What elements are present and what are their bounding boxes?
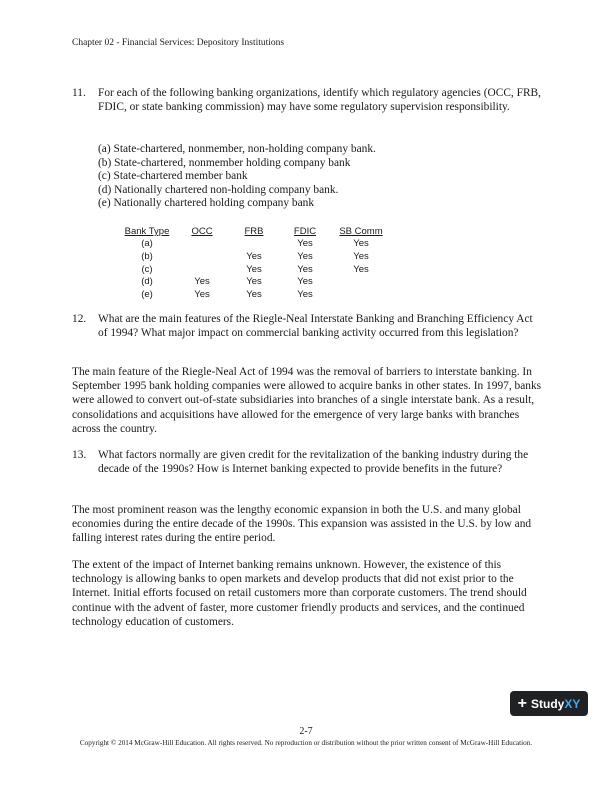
table-cell: (c) xyxy=(141,263,153,275)
table-cell: Yes xyxy=(297,276,313,288)
table-cell: Yes xyxy=(297,238,313,250)
answer-13-paragraph-2: The extent of the impact of Internet banking remains unknown. However, the existence of this technology is allowing banks to open markets and develop products that did not exist prior to the Internet. Initial efforts focused on retail customers more than corporate customers. The trend should continue with the advent of faster, more customer friendly products and services, and the continued technology education of customers. xyxy=(72,559,527,628)
table-cell: Yes xyxy=(194,276,210,288)
question-12 xyxy=(72,312,542,340)
table-cell: (e) xyxy=(141,288,153,300)
table-cell: Yes xyxy=(246,288,262,300)
logo-text-xy: XY xyxy=(564,696,581,711)
question-12-number: 12. xyxy=(72,313,87,325)
chapter-header: Chapter 02 - Financial Services: Depository Institutions xyxy=(72,38,285,48)
question-13 xyxy=(72,448,542,476)
table-row xyxy=(118,288,392,301)
table-row xyxy=(118,275,392,288)
col-header-occ: OCC xyxy=(191,225,213,237)
col-header-sb-comm: SB Comm xyxy=(339,225,383,237)
answer-13-paragraph-1: The most prominent reason was the lengthy economic expansion in both the U.S. and many global economies during the entire decade of the 1990s. This expansion was assisted in the U.S. by low and falling interest rates during the entire period. xyxy=(72,504,532,545)
question-13-text: What factors normally are given credit for the revitalization of the banking industry during the decade of the 1990s? How is Internet banking expected to provide benefits in the future? xyxy=(98,449,529,475)
studyxy-logo xyxy=(510,691,588,716)
logo-text-study: Study xyxy=(530,696,565,711)
table-cell xyxy=(228,238,280,251)
table-cell: (d) xyxy=(141,276,153,288)
table-row xyxy=(118,250,392,263)
table-cell: Yes xyxy=(246,276,262,288)
question-11 xyxy=(72,86,542,114)
page-number: 2-7 xyxy=(299,726,313,737)
table-cell xyxy=(176,238,228,251)
table-cell xyxy=(176,263,228,276)
table-cell: Yes xyxy=(194,288,210,300)
table-cell xyxy=(330,275,392,288)
table-header-row xyxy=(118,225,392,238)
question-11-text: For each of the following banking organizations, identify which regulatory agencies (OCC, FRB, FDIC, or state banking commission) may have some regulatory supervision responsibility. xyxy=(98,87,541,113)
question-13-number: 13. xyxy=(72,449,87,461)
table-cell xyxy=(330,288,392,301)
table-cell: Yes xyxy=(297,263,313,275)
plus-icon: + xyxy=(517,694,527,712)
table-cell: Yes xyxy=(353,263,369,275)
table-cell: Yes xyxy=(297,288,313,300)
copyright-notice: Copyright © 2014 McGraw-Hill Education. All rights reserved. No reproduction or distribution without the prior written consent of McGraw-Hill Education. xyxy=(79,739,533,747)
table-row xyxy=(118,238,392,251)
question-11-options xyxy=(98,143,376,211)
question-11-number: 11. xyxy=(72,87,86,99)
option-c: (c) State-chartered member bank xyxy=(98,170,248,182)
table-cell: Yes xyxy=(353,238,369,250)
option-e: (e) Nationally chartered holding company bank xyxy=(98,197,315,209)
regulatory-agency-table xyxy=(118,225,392,301)
col-header-fdic: FDIC xyxy=(293,225,317,237)
col-header-frb: FRB xyxy=(244,225,264,237)
table-cell: Yes xyxy=(246,263,262,275)
col-header-bank-type: Bank Type xyxy=(124,225,170,237)
option-b: (b) State-chartered, nonmember holding company bank xyxy=(98,156,351,169)
table-cell: (a) xyxy=(141,238,153,250)
table-cell xyxy=(176,250,228,263)
option-d: (d) Nationally chartered non-holding company bank. xyxy=(98,183,339,196)
table-cell: Yes xyxy=(246,250,262,262)
option-a: (a) State-chartered, nonmember, non-holding company bank. xyxy=(98,143,376,155)
table-row xyxy=(118,263,392,276)
question-12-text: What are the main features of the Riegle-Neal Interstate Banking and Branching Efficiency Act of 1994? What major impact on commercial banking activity occurred from this legislation? xyxy=(98,313,533,339)
table-cell: (b) xyxy=(141,250,153,262)
answer-12: The main feature of the Riegle-Neal Act of 1994 was the removal of barriers to interstate banking. In September 1995 bank holding companies were allowed to acquire banks in other states. In 1997, banks were allowed to convert out-of-state subsidiaries into branches of a single interstate bank. As a result, consolidations and acquisitions have allowed for the emergence of very large banks with branches across the country. xyxy=(72,366,542,435)
table-cell: Yes xyxy=(297,250,313,262)
table-cell: Yes xyxy=(353,250,369,262)
